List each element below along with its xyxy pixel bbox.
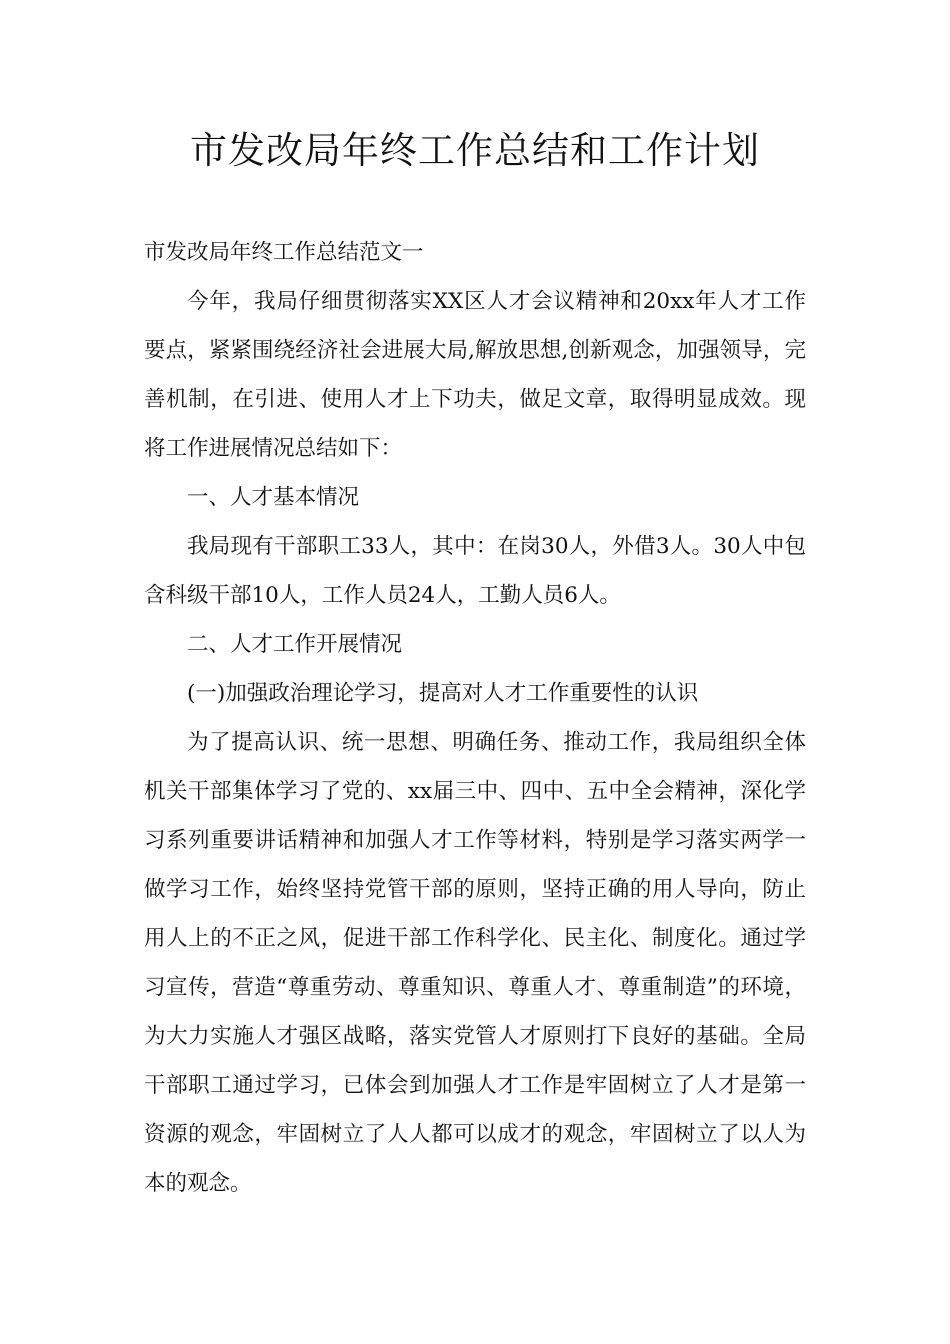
heading-talent-basics: 一、人才基本情况 xyxy=(187,485,360,510)
paragraph-study-details: 为了提高认识、统一思想、明确任务、推动工作，我局组织全体机关干部集体学习了党的、xx届三中、四中、五中全会精神，深化学习系列重要讲话精神和加强人才工作等材料，特别是学习落实两学一做学习工作，始终坚持党管干部的原则，坚持正确的用人导向，防止用人上的不正之风，促进干部工作科学化、民主化、制度化。通过学习宣传，营造“尊重劳动、尊重知识、尊重人才、尊重制造”的环境，为大力实施人才强区战略，落实党管人才原则打下良好的基础。全局干部职工通过学习，已体会到加强人才工作是牢固树立了人才是第一资源的观念，牢固树立了人人都可以成才的观念，牢固树立了以人为本的观念。 xyxy=(144,730,806,1196)
document-title: 市发改局年终工作总结和工作计划 xyxy=(190,129,760,172)
heading-talent-work: 二、人才工作开展情况 xyxy=(187,632,403,657)
paragraph-staff-count: 我局现有干部职工33人，其中：在岗30人，外借3人。30人中包含科级干部10人，工作人员24人，工勤人员6人。 xyxy=(144,534,806,608)
section-subtitle: 市发改局年终工作总结范文一 xyxy=(144,240,424,265)
document-body xyxy=(144,228,806,1208)
subheading-political-study: (一)加强政治理论学习，提高对人才工作重要性的认识 xyxy=(187,681,699,706)
paragraph-intro: 今年，我局仔细贯彻落实XX区人才会议精神和20xx年人才工作要点，紧紧围绕经济社会进展大局,解放思想,创新观念，加强领导，完善机制，在引进、使用人才上下功夫，做足文章，取得明显成效。现将工作进展情况总结如下： xyxy=(144,289,806,461)
